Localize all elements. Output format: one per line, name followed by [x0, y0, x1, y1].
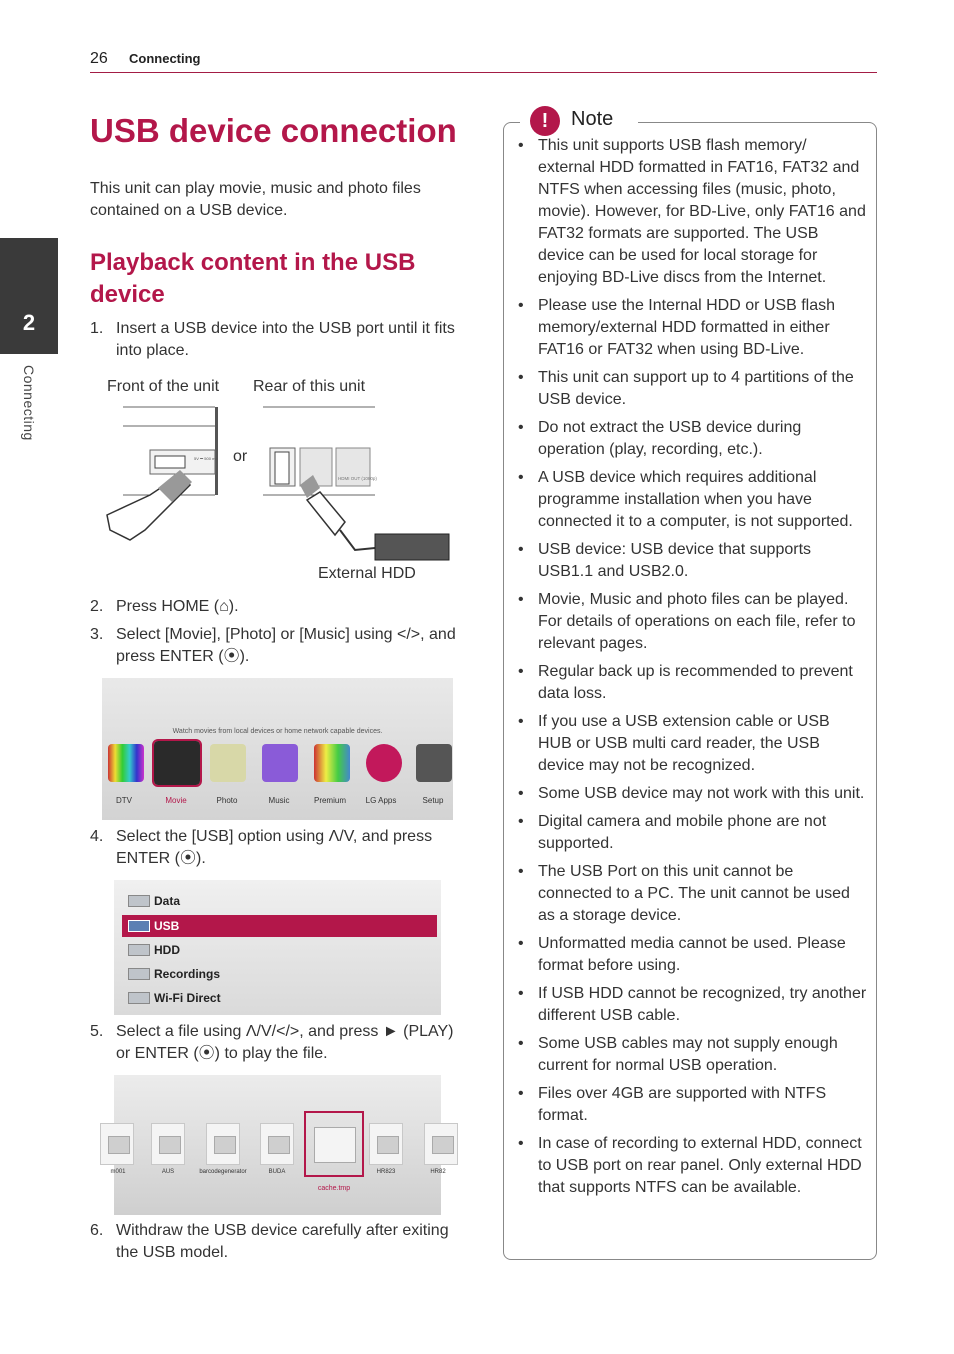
step-2: 2. Press HOME (⌂). [90, 598, 239, 615]
dtv-icon [108, 744, 144, 782]
lg-apps-icon [366, 744, 402, 782]
music-icon [262, 744, 298, 782]
section-subtitle: Playback content in the USB device [90, 249, 416, 308]
or-label: or [233, 448, 248, 465]
step-4: 4. Select the [USB] option using Λ/V, and press ENTER (⦿). [90, 828, 433, 867]
file-thumb [206, 1123, 240, 1165]
section-title: Connecting [129, 51, 201, 66]
disc-icon [128, 895, 150, 907]
rear-usb-plug [307, 492, 345, 535]
file-browser-screenshot [110, 1075, 446, 1215]
home-item-premium: Premium [313, 796, 346, 805]
photo-icon [210, 744, 246, 782]
file-thumb [424, 1123, 458, 1165]
file-thumb [151, 1123, 185, 1165]
setup-icon [416, 744, 452, 782]
menu-item-data: Data [122, 890, 437, 912]
note-item: • USB device: USB device that supports USB1.1 and USB2.0. [515, 539, 867, 583]
home-item-photo: Photo [216, 796, 238, 805]
selected-file-name: cache.tmp [317, 1185, 351, 1192]
note-item: • Regular back up is recommended to prevent data loss. [515, 661, 867, 705]
home-menu-screenshot [102, 678, 453, 820]
menu-item-usb: USB [122, 915, 437, 937]
file-thumb [260, 1123, 294, 1165]
chapter-label: Connecting [21, 365, 37, 441]
home-item-movie: Movie [165, 796, 187, 805]
svg-text:5V ⎓ 500 mA: 5V ⎓ 500 mA [194, 456, 219, 461]
rear-label: Rear of this unit [253, 378, 366, 395]
file-name: HR823 [376, 1169, 396, 1175]
note-item: • Unformatted media cannot be used. Please format before using. [515, 933, 867, 977]
hdd-icon [128, 944, 150, 956]
file-thumb [369, 1123, 403, 1165]
front-label: Front of the unit [107, 378, 220, 395]
file-name: AUS [161, 1169, 175, 1175]
file-name: BUDA [268, 1169, 286, 1175]
folder-icon [314, 1127, 356, 1163]
hdd-label: External HDD [318, 565, 416, 582]
page-number: 26 [90, 50, 108, 67]
page-title: USB device connection [90, 112, 457, 149]
step-6: 6. Withdraw the USB device carefully after exiting the USB model. [90, 1222, 449, 1261]
external-hdd [375, 534, 449, 560]
note-item: • Do not extract the USB device during operation (play, recording, etc.). [515, 417, 867, 461]
chapter-tab [0, 238, 58, 354]
step-3: 3. Select [Movie], [Photo] or [Music] using </>, and press ENTER (⦿). [90, 626, 456, 665]
wifi-icon [128, 992, 150, 1004]
home-item-setup: Setup [422, 796, 444, 805]
step-5: 5. Select a file using Λ/V/</>, and press ► (PLAY) or ENTER (⦿) to play the file. [90, 1023, 454, 1062]
menu-item-recordings: Recordings [122, 963, 437, 985]
usb-connection-diagram [95, 400, 465, 560]
note-item: • Digital camera and mobile phone are not supported. [515, 811, 867, 855]
note-item: • A USB device which requires additional programme installation when you have connected it to a computer, is not supported. [515, 467, 867, 533]
source-menu-screenshot [114, 880, 441, 1015]
movie-icon [154, 741, 200, 785]
usb-icon [128, 920, 150, 932]
note-item: • Movie, Music and photo files can be played. For details of operations on each file, refer to relevant pages. [515, 589, 867, 655]
note-item: • Files over 4GB are supported with NTFS format. [515, 1083, 867, 1127]
menu-item-wifi-direct: Wi-Fi Direct [122, 987, 437, 1009]
note-item: • The USB Port on this unit cannot be connected to a PC. The unit cannot be used as a storage device. [515, 861, 867, 927]
exclamation-icon: ! [530, 106, 560, 136]
note-item: • This unit supports USB flash memory/ external HDD formatted in FAT16, FAT32 and NTFS when accessing files (music, photo, movie). However, for BD-Live, only FAT16 and FAT32 formats are supported. The USB device can be used for local storage for enjoying BD-Live discs from the Internet. [515, 135, 867, 289]
home-icons [106, 744, 449, 786]
menu-item-hdd: HDD [122, 939, 437, 961]
file-name: barcodegenerator [199, 1169, 247, 1175]
svg-text:HDMI OUT (1080p): HDMI OUT (1080p) [338, 476, 377, 481]
note-item: • In case of recording to external HDD, connect to USB port on rear panel. Only external HDD that supports NTFS can be available. [515, 1133, 867, 1199]
note-item: • Please use the Internal HDD or USB flash memory/external HDD formatted in either FAT16 or FAT32 when using BD-Live. [515, 295, 867, 361]
note-item: • If USB HDD cannot be recognized, try another different USB cable. [515, 983, 867, 1027]
rear-usb-port [275, 452, 289, 484]
note-list [515, 135, 867, 1205]
header-rule [90, 72, 877, 73]
home-item-dtv: DTV [116, 796, 132, 805]
file-name: HR82 [430, 1169, 446, 1175]
home-item-lg-apps: LG Apps [365, 796, 397, 805]
chapter-number: 2 [22, 310, 36, 335]
file-thumb [100, 1123, 134, 1165]
step-1: 1. Insert a USB device into the USB port until it fits into place. [90, 320, 455, 359]
file-name: m001 [110, 1169, 126, 1175]
note-item: • If you use a USB extension cable or USB HUB or USB multi card reader, the USB device may not be recognized. [515, 711, 867, 777]
note-item: • Some USB device may not work with this unit. [515, 783, 867, 805]
premium-icon [314, 744, 350, 782]
home-item-music: Music [268, 796, 290, 805]
recordings-icon [128, 968, 150, 980]
note-title: Note [571, 108, 614, 130]
note-item: • This unit can support up to 4 partitions of the USB device. [515, 367, 867, 411]
home-caption: Watch movies from local devices or home network capable devices. [172, 728, 383, 735]
note-item: • Some USB cables may not supply enough current for normal USB operation. [515, 1033, 867, 1077]
front-usb-port [155, 456, 185, 468]
intro-paragraph: This unit can play movie, music and photo files contained on a USB device. [90, 180, 421, 219]
